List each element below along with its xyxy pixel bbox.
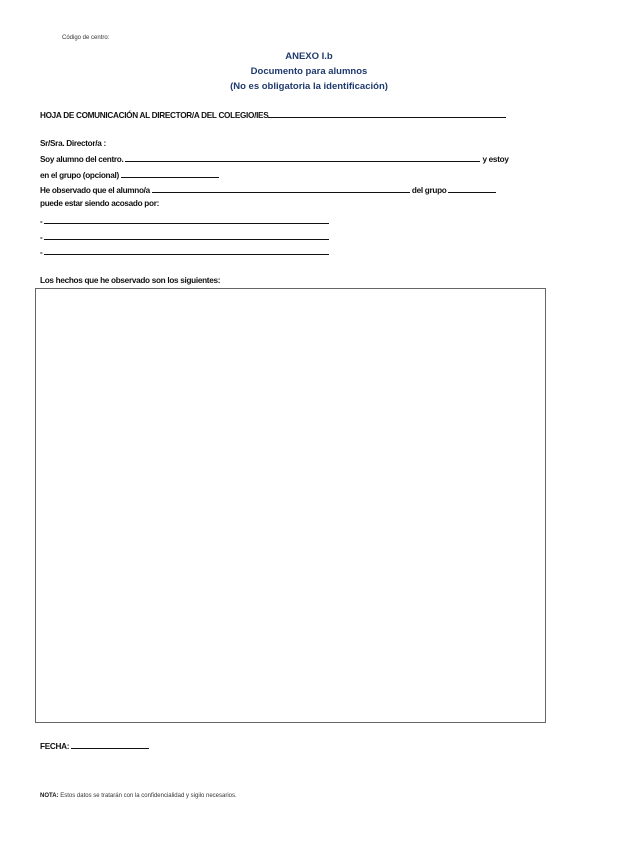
line1-prefix: Soy alumno del centro. [40, 155, 124, 164]
acosador-field-3[interactable] [44, 246, 329, 255]
acosador-row-3 [40, 246, 329, 257]
dash: - [40, 248, 43, 257]
hechos-label: Los hechos que he observado son los siguientes: [40, 276, 221, 285]
line3-middle: del grupo [411, 186, 447, 195]
annex-title: ANEXO I.b [285, 51, 333, 62]
line1-row [40, 153, 509, 164]
nota-row [40, 793, 237, 799]
line4: puede estar siendo acosado por: [40, 199, 160, 208]
codigo-centro-label: Código de centro: [62, 35, 110, 41]
hoja-title-row [40, 109, 506, 120]
annex-subtitle: Documento para alumnos [250, 66, 368, 77]
annex-note: (No es obligatoria la identificación) [230, 81, 388, 92]
fecha-label: FECHA: [40, 742, 70, 751]
fecha-field[interactable] [71, 740, 149, 749]
centro-field[interactable] [125, 153, 480, 162]
dash: - [40, 233, 43, 242]
dash: - [40, 217, 43, 226]
acosador-field-1[interactable] [44, 215, 329, 224]
fecha-row [40, 740, 149, 751]
line2-prefix: en el grupo (opcional) [40, 171, 119, 180]
salutation: Sr/Sra. Director/a : [40, 139, 106, 148]
line1-suffix: y estoy [482, 155, 509, 164]
hechos-textarea[interactable] [35, 288, 546, 723]
nota-label: NOTA: [40, 793, 59, 799]
acosador-row-1 [40, 215, 329, 226]
grupo-field[interactable] [448, 184, 496, 193]
line3-prefix: He observado que el alumno/a [40, 186, 150, 195]
line2-row [40, 169, 219, 180]
alumno-field[interactable] [152, 184, 410, 193]
nota-text: Estos datos se tratarán con la confidencialidad y sigilo necesarios. [60, 793, 237, 799]
hoja-title: HOJA DE COMUNICACIÓN AL DIRECTOR/A DEL COLEGIO/IES [40, 111, 269, 120]
line3-row [40, 184, 496, 195]
grupo-opcional-field[interactable] [121, 169, 219, 178]
colegio-field[interactable] [268, 109, 506, 118]
acosador-field-2[interactable] [44, 231, 329, 240]
annex-heading [0, 49, 618, 94]
acosador-row-2 [40, 231, 329, 242]
